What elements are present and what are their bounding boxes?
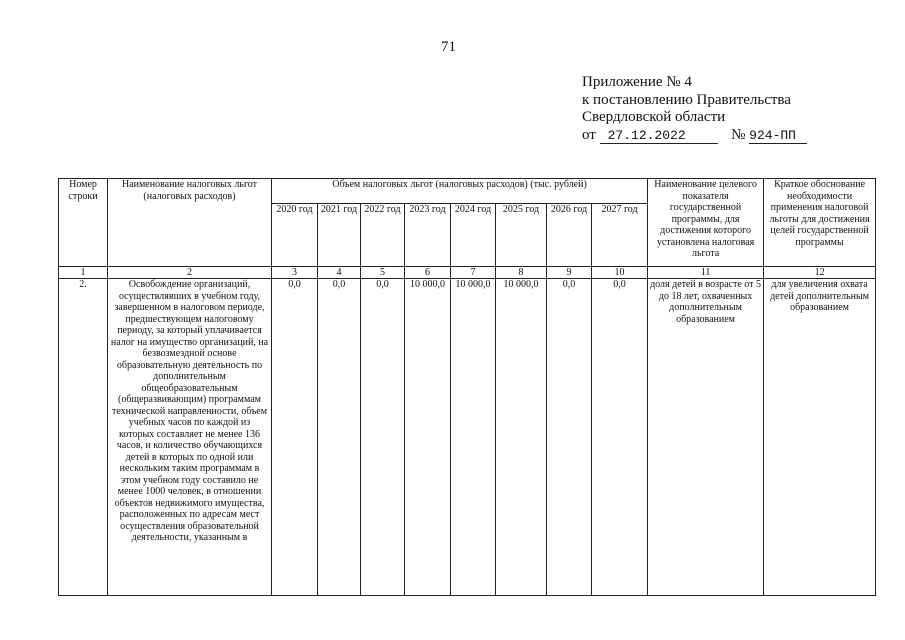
date-prefix: от xyxy=(582,126,596,143)
header-year: 2027 год xyxy=(592,204,648,267)
appendix-date-line xyxy=(582,127,807,145)
volume-value: 0,0 xyxy=(272,279,318,596)
column-number: 11 xyxy=(648,267,764,279)
header-justification: Краткое обоснование необходимости применения налоговой льготы для достижения целей государственной программы xyxy=(764,179,876,267)
resolution-number: 924-ПП xyxy=(749,129,807,144)
header-row-number: Номер строки xyxy=(59,179,108,267)
volume-value: 10 000,0 xyxy=(496,279,547,596)
row-number: 2. xyxy=(59,279,108,596)
number-prefix: № xyxy=(731,126,746,143)
header-year: 2024 год xyxy=(451,204,496,267)
benefit-description: Освобождение организаций, осуществлявших в учебном году, завершенном в налоговом периоде, предшествующем налоговому периоду, за который уплачивается налог на имущество организаций, на безвозмездной основе образовательную деятельность по дополнительным общеобразовательным (общеразвивающим) программам технической направленности, объем учебных часов по каждой из которых составляет не менее 136 часов, и количество обучающихся детей в которых по одной или нескольким таким программам в этом учебном году составило не менее 1000 человек, в отношении объектов недвижимого имущества, расположенных по адресам мест осуществления образовательной деятельности, указанным в xyxy=(108,279,272,596)
column-number: 9 xyxy=(547,267,592,279)
header-row xyxy=(59,179,876,204)
table-row xyxy=(59,279,876,596)
volume-value: 0,0 xyxy=(547,279,592,596)
resolution-date: 27.12.2022 xyxy=(600,129,718,144)
header-year: 2022 год xyxy=(361,204,405,267)
appendix-resolution: к постановлению Правительства xyxy=(582,91,791,108)
column-number: 12 xyxy=(764,267,876,279)
header-year: 2023 год xyxy=(405,204,451,267)
column-number: 3 xyxy=(272,267,318,279)
volume-value: 10 000,0 xyxy=(405,279,451,596)
appendix-header xyxy=(582,74,807,144)
volume-value: 10 000,0 xyxy=(451,279,496,596)
column-number: 1 xyxy=(59,267,108,279)
header-year: 2025 год xyxy=(496,204,547,267)
justification: для увеличения охвата детей дополнительным образованием xyxy=(764,279,876,596)
column-number: 4 xyxy=(318,267,361,279)
header-year: 2026 год xyxy=(547,204,592,267)
tax-benefits-table xyxy=(58,178,876,596)
volume-value: 0,0 xyxy=(361,279,405,596)
column-number-row xyxy=(59,267,876,279)
target-indicator: доля детей в возрасте от 5 до 18 лет, охваченных дополнительным образованием xyxy=(648,279,764,596)
header-benefit-name: Наименование налоговых льгот (налоговых расходов) xyxy=(108,179,272,267)
header-year: 2021 год xyxy=(318,204,361,267)
column-number: 5 xyxy=(361,267,405,279)
volume-value: 0,0 xyxy=(592,279,648,596)
appendix-region: Свердловской области xyxy=(582,109,726,125)
column-number: 2 xyxy=(108,267,272,279)
column-number: 7 xyxy=(451,267,496,279)
header-target-indicator: Наименование целевого показателя государственной программы, для достижения которого установлена налоговая льгота xyxy=(648,179,764,267)
appendix-title: Приложение № 4 xyxy=(582,74,692,90)
volume-value: 0,0 xyxy=(318,279,361,596)
column-number: 8 xyxy=(496,267,547,279)
column-number: 6 xyxy=(405,267,451,279)
page-number: 71 xyxy=(441,39,456,55)
header-volume: Объем налоговых льгот (налоговых расходов) (тыс. рублей) xyxy=(272,179,648,204)
column-number: 10 xyxy=(592,267,648,279)
header-year: 2020 год xyxy=(272,204,318,267)
